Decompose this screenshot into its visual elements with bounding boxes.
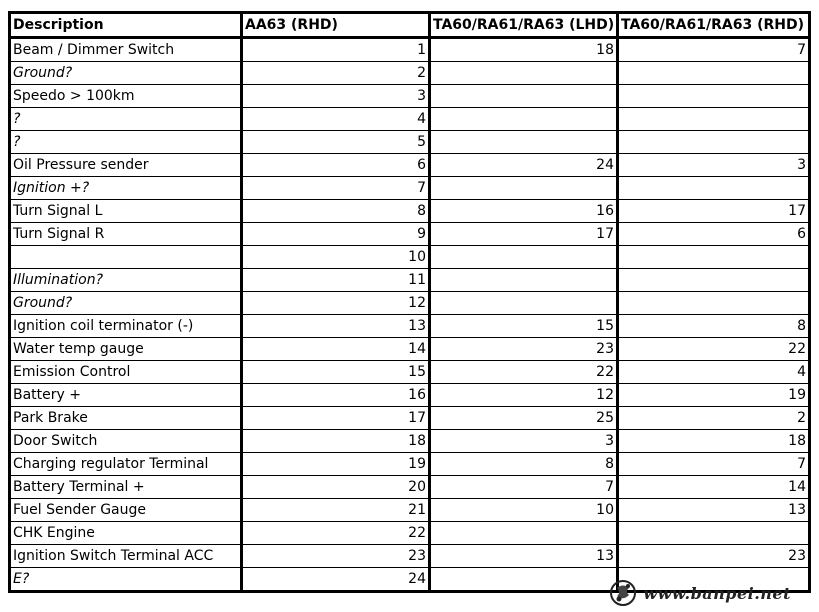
cell-description: Ground? [10, 292, 242, 315]
cell-aa63-rhd: 4 [242, 108, 430, 131]
table-row [10, 499, 810, 522]
cell-lhd [430, 62, 618, 85]
cell-aa63-rhd: 10 [242, 246, 430, 269]
table-row [10, 177, 810, 200]
table-body [10, 38, 810, 592]
cell-lhd: 25 [430, 407, 618, 430]
cell-aa63-rhd: 20 [242, 476, 430, 499]
cell-description: Fuel Sender Gauge [10, 499, 242, 522]
cell-lhd [430, 522, 618, 545]
table-row [10, 430, 810, 453]
table-row [10, 384, 810, 407]
cell-lhd: 23 [430, 338, 618, 361]
cell-description: Battery + [10, 384, 242, 407]
cell-aa63-rhd: 16 [242, 384, 430, 407]
cell-aa63-rhd: 14 [242, 338, 430, 361]
table-row [10, 38, 810, 62]
cell-rhd: 7 [618, 453, 810, 476]
cell-description: Charging regulator Terminal [10, 453, 242, 476]
cell-rhd: 2 [618, 407, 810, 430]
cell-description: Emission Control [10, 361, 242, 384]
table-row [10, 269, 810, 292]
cell-aa63-rhd: 21 [242, 499, 430, 522]
cell-lhd: 8 [430, 453, 618, 476]
cell-aa63-rhd: 24 [242, 568, 430, 592]
cell-aa63-rhd: 1 [242, 38, 430, 62]
cell-aa63-rhd: 5 [242, 131, 430, 154]
table-row [10, 361, 810, 384]
table-row [10, 338, 810, 361]
cell-description: Turn Signal L [10, 200, 242, 223]
cell-aa63-rhd: 6 [242, 154, 430, 177]
cell-aa63-rhd: 23 [242, 545, 430, 568]
table-row [10, 407, 810, 430]
cell-lhd: 18 [430, 38, 618, 62]
cell-aa63-rhd: 19 [242, 453, 430, 476]
cell-rhd [618, 246, 810, 269]
table-row [10, 154, 810, 177]
cell-description: Park Brake [10, 407, 242, 430]
cell-description: Beam / Dimmer Switch [10, 38, 242, 62]
cell-rhd [618, 177, 810, 200]
cell-lhd: 12 [430, 384, 618, 407]
cell-rhd: 3 [618, 154, 810, 177]
cell-rhd: 6 [618, 223, 810, 246]
cell-description: Ignition coil terminator (-) [10, 315, 242, 338]
cell-aa63-rhd: 9 [242, 223, 430, 246]
cell-description: CHK Engine [10, 522, 242, 545]
cell-description: Ignition +? [10, 177, 242, 200]
table-row [10, 315, 810, 338]
header-rhd: TA60/RA61/RA63 (RHD) [618, 13, 810, 38]
cell-description: Speedo > 100km [10, 85, 242, 108]
header-description: Description [10, 13, 242, 38]
table-row [10, 246, 810, 269]
cell-lhd: 16 [430, 200, 618, 223]
table-row [10, 292, 810, 315]
cell-description: ? [10, 131, 242, 154]
cell-description: Illumination? [10, 269, 242, 292]
cell-lhd: 24 [430, 154, 618, 177]
cell-description: Water temp gauge [10, 338, 242, 361]
table-row [10, 62, 810, 85]
cell-rhd [618, 292, 810, 315]
table-row [10, 131, 810, 154]
table-row [10, 545, 810, 568]
pin-mapping-table [8, 11, 811, 593]
cell-rhd [618, 62, 810, 85]
cell-lhd: 17 [430, 223, 618, 246]
table-row [10, 223, 810, 246]
cell-description: E? [10, 568, 242, 592]
cell-lhd: 22 [430, 361, 618, 384]
cell-rhd: 18 [618, 430, 810, 453]
cell-lhd: 15 [430, 315, 618, 338]
cell-description: Turn Signal R [10, 223, 242, 246]
cell-aa63-rhd: 3 [242, 85, 430, 108]
cell-rhd [618, 269, 810, 292]
table-row [10, 108, 810, 131]
cell-rhd [618, 108, 810, 131]
cell-description: ? [10, 108, 242, 131]
header-lhd: TA60/RA61/RA63 (LHD) [430, 13, 618, 38]
cell-lhd: 10 [430, 499, 618, 522]
header-aa63-rhd: AA63 (RHD) [242, 13, 430, 38]
cell-description: Oil Pressure sender [10, 154, 242, 177]
header-row [10, 13, 810, 38]
table-row [10, 453, 810, 476]
table-row [10, 522, 810, 545]
table-row [10, 200, 810, 223]
cell-lhd [430, 108, 618, 131]
cell-aa63-rhd: 2 [242, 62, 430, 85]
cell-description [10, 246, 242, 269]
cell-rhd: 23 [618, 545, 810, 568]
watermark-logo [609, 578, 791, 608]
cell-lhd [430, 269, 618, 292]
cell-aa63-rhd: 13 [242, 315, 430, 338]
cell-lhd [430, 177, 618, 200]
cell-lhd [430, 246, 618, 269]
cell-aa63-rhd: 22 [242, 522, 430, 545]
cell-rhd: 14 [618, 476, 810, 499]
cell-aa63-rhd: 18 [242, 430, 430, 453]
cell-rhd: 13 [618, 499, 810, 522]
cell-description: Ignition Switch Terminal ACC [10, 545, 242, 568]
watermark-text: www.banpei.net [643, 583, 791, 603]
cell-lhd [430, 292, 618, 315]
table-row [10, 476, 810, 499]
cell-rhd [618, 131, 810, 154]
cell-description: Ground? [10, 62, 242, 85]
table-row [10, 85, 810, 108]
cell-rhd [618, 85, 810, 108]
cell-lhd [430, 568, 618, 592]
cell-rhd: 19 [618, 384, 810, 407]
cell-lhd: 7 [430, 476, 618, 499]
cell-aa63-rhd: 17 [242, 407, 430, 430]
cell-aa63-rhd: 11 [242, 269, 430, 292]
cell-aa63-rhd: 8 [242, 200, 430, 223]
cell-lhd: 13 [430, 545, 618, 568]
cell-aa63-rhd: 15 [242, 361, 430, 384]
cell-rhd: 7 [618, 38, 810, 62]
cell-aa63-rhd: 12 [242, 292, 430, 315]
emblem-icon [609, 579, 637, 607]
cell-rhd [618, 522, 810, 545]
cell-rhd: 22 [618, 338, 810, 361]
cell-description: Battery Terminal + [10, 476, 242, 499]
cell-rhd: 17 [618, 200, 810, 223]
cell-aa63-rhd: 7 [242, 177, 430, 200]
cell-lhd: 3 [430, 430, 618, 453]
cell-rhd: 4 [618, 361, 810, 384]
cell-lhd [430, 85, 618, 108]
cell-description: Door Switch [10, 430, 242, 453]
cell-rhd: 8 [618, 315, 810, 338]
cell-lhd [430, 131, 618, 154]
table-header [10, 13, 810, 38]
